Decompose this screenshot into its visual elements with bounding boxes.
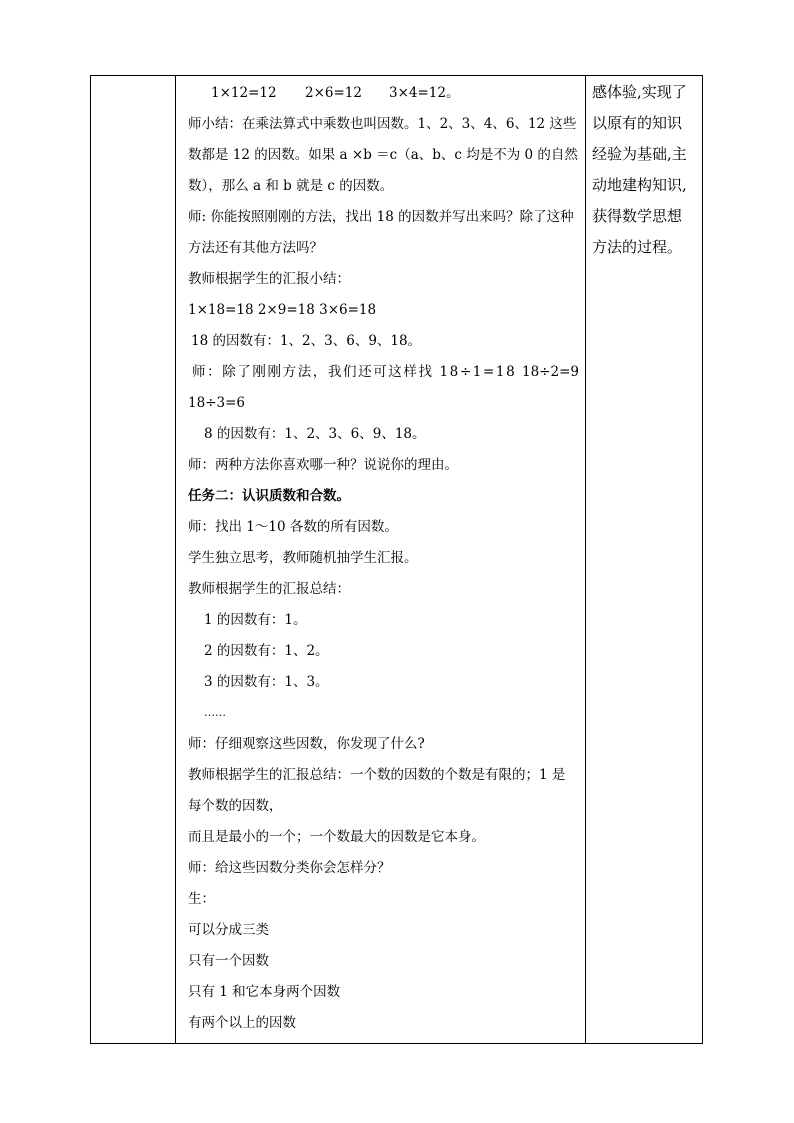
intent-line: 感体验,实现了 [592, 83, 687, 101]
text-line: 8 的因数有：1、2、3、6、9、18。 [204, 426, 426, 442]
equation: 3×4=12。 [389, 85, 460, 101]
task-heading: 任务二：认识质数和合数。 [188, 488, 350, 504]
equation: 18÷3=6 [188, 395, 245, 411]
text-line: 而且是最小的一个；一个数最大的因数是它本身。 [188, 829, 485, 845]
text-line: 师：找出 1～10 各数的所有因数。 [188, 519, 398, 535]
text-line: 18 的因数有：1、2、3、6、9、18。 [191, 333, 422, 349]
design-intent-cell [586, 76, 704, 1043]
equation: 1×12=12 [211, 85, 277, 101]
text-line: 师：仔细观察这些因数，你发现了什么? [188, 736, 425, 752]
text-line: 数），那么 a 和 b 就是 c 的因数。 [188, 178, 394, 194]
text-line: 方法还有其他方法吗？ [188, 240, 323, 256]
text-line: 有两个以上的因数 [188, 1015, 296, 1031]
text-line: 师：除了刚刚方法，我们还可这样找 18÷1=18 [192, 364, 517, 380]
text-line: 教师根据学生的汇报小结： [188, 271, 350, 287]
intent-line: 获得数学思想 [592, 207, 683, 225]
intent-line: 经验为基础,主 [592, 145, 687, 163]
ellipsis: …… [204, 706, 226, 719]
text-line: 师小结：在乘法算式中乘数也叫因数。1、2、3、4、6、12 这些 [188, 116, 577, 132]
text-line: 师：给这些因数分类你会怎样分？ [188, 860, 391, 876]
text-line: 师：两种方法你喜欢哪一种？说说你的理由。 [188, 457, 458, 473]
text-line: 师: 你能按照刚刚的方法，找出 18 的因数并写出来吗？除了这种 [188, 209, 574, 225]
text-line: 数都是 12 的因数。如果 a ×b ＝c（a、b、c 均是不为 0 的自然 [188, 147, 578, 163]
text-line: 可以分成三类 [188, 922, 269, 938]
text-line: 学生独立思考，教师随机抽学生汇报。 [188, 550, 418, 566]
text-line: 2 的因数有：1、2。 [204, 643, 329, 659]
text-line: 每个数的因数， [188, 798, 283, 814]
text-line: 只有 1 和它本身两个因数 [188, 984, 341, 1000]
text-line: 1 的因数有：1。 [204, 612, 307, 628]
text-line: 只有一个因数 [188, 953, 269, 969]
intent-line: 方法的过程。 [592, 238, 683, 256]
text-line: 生： [188, 891, 215, 907]
text-line: 3 的因数有：1、3。 [204, 674, 329, 690]
equation-line: 1×18=18 2×9=18 3×6=18 [188, 302, 377, 318]
teaching-process-cell [176, 76, 585, 1043]
intent-line: 动地建构知识, [592, 176, 687, 194]
equation: 2×6=12 [305, 85, 362, 101]
text-line: 教师根据学生的汇报总结： [188, 581, 350, 597]
stage-cell [91, 76, 175, 1043]
equation: 18÷2=9 [522, 364, 579, 380]
intent-line: 以原有的知识 [592, 114, 683, 132]
text-line: 教师根据学生的汇报总结：一个数的因数的个数是有限的；1 是 [188, 767, 566, 783]
lesson-table [90, 75, 703, 1044]
